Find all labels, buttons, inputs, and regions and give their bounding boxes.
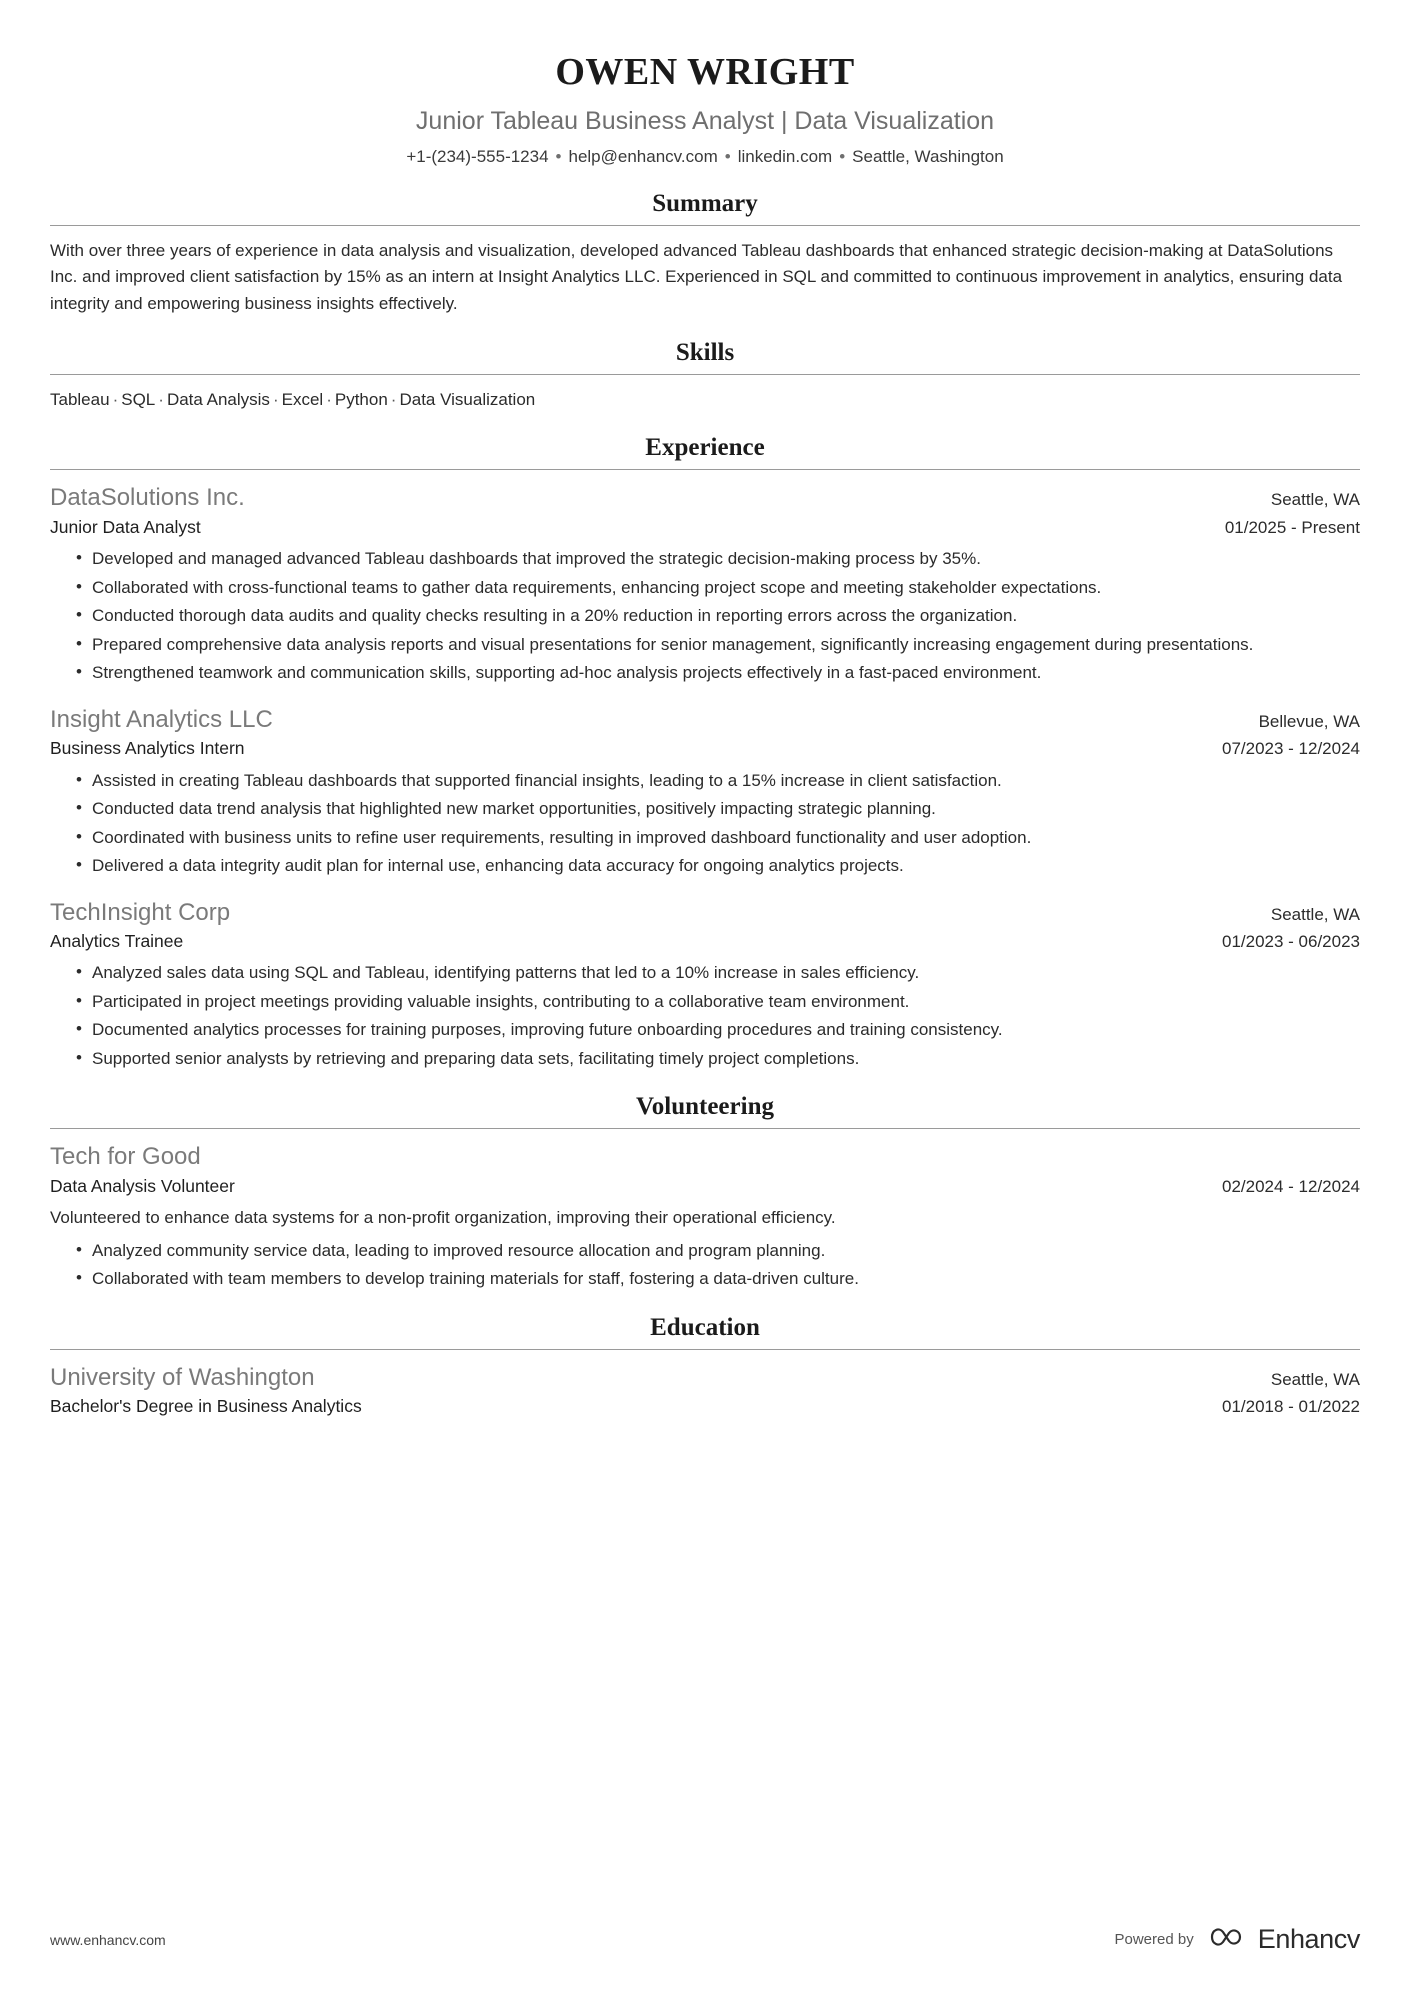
entry-dates: 07/2023 - 12/2024 [1221,738,1360,758]
contact-line [50,146,1360,168]
entry-role-row [50,1175,1360,1199]
footer-url[interactable]: www.enhancv.com [50,1931,166,1948]
entry-bullet: • Supported senior analysts by retrieving and preparing data sets, facilitating timely project completions. [76,1046,1360,1072]
entry-header-row [50,1141,1360,1172]
contact-phone: +1-(234)-555-1234 [406,146,549,166]
entry-bullet: • Developed and managed advanced Tableau dashboards that improved the strategic decision-making process by 35%. [76,546,1360,572]
entry-role-row [50,737,1360,761]
section-title-experience: Experience [645,434,765,462]
entry-role: Analytics Trainee [50,930,184,951]
candidate-name: OWEN WRIGHT [555,51,855,93]
entry-role: Junior Data Analyst [50,516,201,537]
entry-bullet: • Conducted data trend analysis that highlighted new market opportunities, positively impacting strategic planning. [76,796,1360,822]
contact-email[interactable]: help@enhancv.com [568,146,718,166]
entry-role: Data Analysis Volunteer [50,1175,235,1196]
candidate-headline: Junior Tableau Business Analyst | Data Visualization [415,106,995,135]
skill-item: SQL [121,389,156,409]
organization-name: University of Washington [50,1363,315,1391]
entry-role: Business Analytics Intern [50,737,245,758]
entry-header-row [50,1362,1360,1393]
entry-bullet: • Analyzed community service data, leading to improved resource allocation and program planning. [76,1238,1360,1264]
skill-separator: · [390,389,397,409]
education-entry [50,1362,1360,1419]
section-title-summary: Summary [652,189,758,217]
section-divider [50,374,1360,375]
entry-header-row [50,704,1360,735]
entry-bullet: • Conducted thorough data audits and quality checks resulting in a 20% reduction in reporting errors across the organization. [76,603,1360,629]
entry-bullet: • Prepared comprehensive data analysis reports and visual presentations for senior management, significantly increasing engagement during presentations. [76,632,1360,658]
section-skills [50,339,1360,413]
organization-name: Insight Analytics LLC [50,705,273,733]
brand-name: Enhancv [1257,1924,1360,1954]
section-divider [50,1128,1360,1129]
skill-item: Data Visualization [399,389,536,409]
skill-item: Data Analysis [166,389,270,409]
entry-bullet: • Delivered a data integrity audit plan for internal use, enhancing data accuracy for ongoing analytics projects. [76,853,1360,879]
skill-separator: · [158,389,164,409]
organization-name: Tech for Good [50,1143,201,1171]
section-divider [50,1349,1360,1350]
experience-entry [50,897,1360,1072]
entry-dates: 01/2025 - Present [1224,517,1360,537]
entry-bullet: • Participated in project meetings providing valuable insights, contributing to a collaborative team environment. [76,989,1360,1015]
entry-dates: 01/2018 - 01/2022 [1221,1396,1360,1416]
entry-bullet: • Analyzed sales data using SQL and Tableau, identifying patterns that led to a 10% increase in sales efficiency. [76,960,1360,986]
entry-header-row [50,482,1360,513]
entry-bullet: • Documented analytics processes for training purposes, improving future onboarding procedures and training consistency. [76,1017,1360,1043]
entry-role: Bachelor's Degree in Business Analytics [50,1395,362,1416]
entry-location: Seattle, WA [1270,1369,1360,1389]
volunteering-entries [50,1141,1360,1291]
entry-bullet: • Assisted in creating Tableau dashboards that supported financial insights, leading to a 15% increase in client satisfaction. [76,768,1360,794]
skill-item: Excel [281,389,324,409]
entry-location: Bellevue, WA [1258,711,1360,731]
summary-text: With over three years of experience in data analysis and visualization, developed advanced Tableau dashboards that enhanced strategic decision-making at DataSolutions Inc. and improved client satisfaction by 15% as an intern at Insight Analytics LLC. Experienced in SQL and committed to continuous improvement in analytics, ensuring data integrity and empowering business insights effectively. [50,240,1343,313]
section-title-education: Education [650,1313,760,1341]
skill-item: Tableau [50,389,110,409]
entry-description: Volunteered to enhance data systems for a non-profit organization, improving their operational efficiency. [50,1208,836,1228]
organization-name: TechInsight Corp [50,898,231,926]
entry-bullet: • Collaborated with cross-functional teams to gather data requirements, enhancing project scope and meeting stakeholder expectations. [76,575,1360,601]
volunteering-entry [50,1141,1360,1291]
entry-bullet-list [50,1238,1360,1292]
entry-role-row [50,930,1360,954]
entry-bullet-list [50,546,1360,686]
entry-role-row [50,1395,1360,1419]
brand-logo [1208,1924,1360,1955]
contact-separator: • [724,146,731,166]
entry-bullet: • Collaborated with team members to develop training materials for staff, fostering a data-driven culture. [76,1266,1360,1292]
contact-separator: • [555,146,562,166]
powered-by-label: Powered by [1114,1931,1194,1948]
section-education [50,1314,1360,1419]
entry-location: Seattle, WA [1270,490,1360,510]
skills-list [50,387,1360,413]
section-title-volunteering: Volunteering [636,1093,774,1121]
page-footer [50,1924,1360,1955]
entry-bullet: • Coordinated with business units to refine user requirements, resulting in improved dashboard functionality and user adoption. [76,825,1360,851]
section-title-skills: Skills [675,338,735,366]
section-experience [50,434,1360,1071]
entry-dates: 02/2024 - 12/2024 [1221,1176,1360,1196]
entry-dates: 01/2023 - 06/2023 [1221,931,1360,951]
organization-name: DataSolutions Inc. [50,484,245,512]
section-summary [50,190,1360,317]
entry-role-row [50,516,1360,540]
experience-entries [50,482,1360,1071]
entry-location: Seattle, WA [1270,904,1360,924]
section-volunteering [50,1093,1360,1291]
entry-bullet: • Strengthened teamwork and communication skills, supporting ad-hoc analysis projects effectively in a fast-paced environment. [76,660,1360,686]
contact-separator: • [839,146,846,166]
section-divider [50,469,1360,470]
entry-header-row [50,897,1360,928]
entry-bullet-list [50,960,1360,1071]
entry-bullet-list [50,768,1360,879]
footer-branding [1115,1924,1361,1955]
section-divider [50,225,1360,226]
contact-website[interactable]: linkedin.com [737,146,833,166]
education-entries [50,1362,1360,1419]
skill-separator: · [272,389,279,409]
skill-item: Python [334,389,388,409]
experience-entry [50,482,1360,685]
skill-separator: · [112,389,119,409]
skill-separator: · [326,389,332,409]
contact-location: Seattle, Washington [852,146,1004,166]
resume-header [50,50,1360,168]
experience-entry [50,704,1360,879]
enhancv-mark-icon [1208,1924,1250,1955]
